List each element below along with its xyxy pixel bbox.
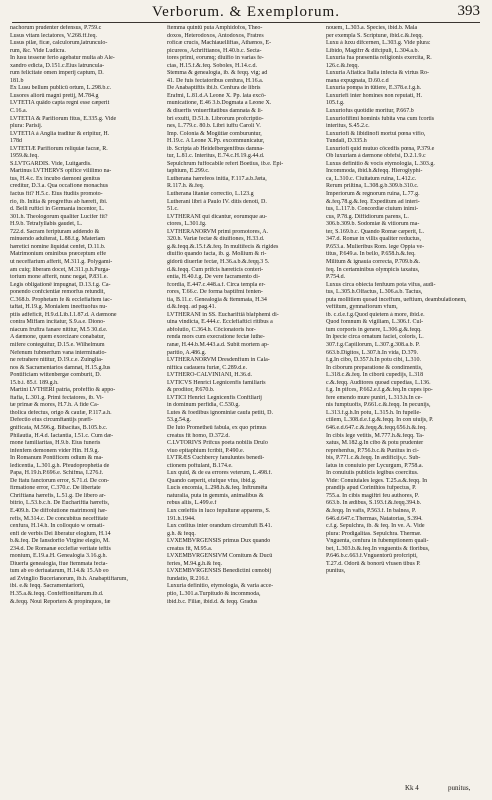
index-line: H.9.b. Tetrafyllabis gaudet, L. — [10, 221, 83, 228]
index-line: roficæ crucis, Machiauelliftas, Athænos, E- — [167, 40, 272, 47]
index-line: nis fumptuofis, P.661.c.&.feqq. In pecunijs, — [326, 402, 431, 409]
index-line: LVTETIA à Anglia traditur & eripitur, H. — [10, 130, 110, 137]
index-line: tus, L.305.h.Olfactus, L.306.a.b. Tactus, — [326, 289, 423, 296]
index-line: creatus fit, M.95.a. — [167, 545, 213, 552]
index-line: Lusores aliorū magni pretij, M.784.g — [10, 92, 99, 99]
index-line: fundatio, R.216.f. — [167, 575, 210, 582]
index-line: refis, M.314.c. De concubitus neceffitate — [10, 515, 108, 522]
index-line: gnificata, M.596.g. Bibacitas, B.105.b.c. — [10, 424, 108, 431]
index-line: 663.b.Digitos, L.307.h.In vida, D.379. — [326, 349, 418, 356]
index-line: A dæmone, quem exorcizare conabatur, — [10, 334, 106, 341]
index-line: nos & Sacramentarios damnat, H.15.g.Ius — [10, 364, 111, 371]
index-line: Luxuria fua præsentia religionis exercita, R. — [326, 55, 432, 62]
index-line: firmatione error, C.370.c. De libertate — [10, 485, 101, 492]
index-line: Philautia, H.4.d. Iactantia, I.51.c. Cum dæ- — [10, 432, 114, 439]
index-line: rio, ib. Initia & progreffus ab hærefi, ibi. — [10, 198, 108, 205]
index-line: 347.d. Romæ in villis qualiter reductus, — [326, 236, 421, 243]
index-line: plura: Parisij. — [10, 123, 43, 130]
index-line: Matrimonium ominibus præceptum effe — [10, 251, 107, 258]
index-line: niftica cadauera furiæ, C.289.d.e. — [167, 364, 247, 371]
index-line: Defectio eius circumftantijs præfi- — [10, 417, 93, 424]
index-line: infenfem demonem vider Hin. H.9.g. — [10, 447, 99, 454]
index-line: g.&.feqq.&.15.f.&.feq. In multifecis & rigides — [167, 243, 279, 250]
index-line: titus, P.649.a. In bello, P.658.h.&.feq. — [326, 251, 416, 258]
index-line: 301.h. Theologorum qualiter Lucifer fit? — [10, 213, 108, 220]
signature-mark: Kk 4 — [405, 784, 419, 792]
index-line: LVXEMBVRGENSIVM Comitum & Ducū — [167, 553, 273, 560]
index-line: ne retrahere nititur, D.19.c.e. Zuinglia- — [10, 357, 103, 364]
index-line: P.653.a. Mulieribus Rom. lege Oppia ve- — [326, 243, 425, 250]
index-column-right — [326, 25, 482, 576]
index-line: Ex Lusu bellum publicū ortum, L.298.b.c. — [10, 85, 111, 92]
index-line: De Iuto Prometheū fabula, ex quo primus — [167, 424, 267, 431]
index-line: ptiis adfeficit, H.9.d.Lib.I.1.87.d. A dæmone — [10, 311, 117, 318]
index-line: Militum & ignauia correcta, P.709.b.&. — [326, 258, 421, 265]
index-line: puta mollitiem quoad inceffum, ueftium, deambulationem, — [326, 296, 467, 303]
index-line: 51.c. — [167, 206, 179, 213]
index-line: ctores, L.301.fg. — [167, 221, 207, 228]
index-line: C.368.b. Prophetam fe & ecclefiaftem iac- — [10, 296, 112, 303]
index-line: Pontificiam wittenbergæ comburit, D. — [10, 372, 102, 379]
index-line: ca, L.310.c. Ciuitatum ruina, L.412.c. — [326, 175, 417, 182]
index-line: ibid.b.c. Filiæ, ibid.d. & feqq. Gradus — [167, 598, 258, 605]
index-line: tus, L.117.b. Concordiæ ciuium inimi- — [326, 206, 419, 213]
index-line: abfolutio, C.364.h. Cōcionatoris hor- — [167, 326, 256, 333]
index-line: Lux cœleftis in luco fepulturæ apparens, S. — [167, 508, 271, 514]
index-line: 234.d. De Romanæ ecclefiæ veritate teftis — [10, 545, 111, 552]
index-line: in dominum perfidia, C.530.g. — [167, 402, 240, 409]
index-line: mone familiaritas, H.9.b. Eius funeris — [10, 440, 101, 447]
index-line: picureos, Achriftianos, H.40.b.c. Secta- — [167, 47, 262, 54]
index-line: H.35.a.&.feqq. Confeffioniftarum.ib.d. — [10, 591, 104, 598]
index-line: Lutherana litaniæ correctio, L.123.g — [167, 191, 254, 198]
index-line: Lusus pilæ, ficæ, calculorum,latrunculo- — [10, 40, 108, 47]
index-line: &.feqq. In vafis, P.563.f. In balnea, P. — [326, 508, 416, 514]
index-line: LVTICVS Henrici Legnicenfis familiaris — [167, 379, 266, 386]
index-line: Martinus LVTHERVS opifice vililimo na- — [10, 168, 112, 175]
index-line: LVTHERANORVM Dresdenfium in Cala- — [167, 357, 270, 364]
index-line: paritio, A.486.g. — [167, 349, 207, 356]
index-line: veftitum, gymnafiorum vfum, — [326, 304, 398, 311]
index-line: ter, S.169.b.c. Quando Romæ cæperit, L. — [326, 228, 425, 235]
index-column-middle — [167, 25, 321, 606]
index-line: f.g. In pifces, P.662.e.f.g.&.feq.In cupes ipo- — [326, 387, 433, 394]
index-line: C.16.a. — [10, 108, 28, 115]
index-line: Chriftiana hærefis, L.51.g. De libero ar- — [10, 492, 106, 499]
index-line: In ſpecie circa ornatum faciei, coloris, L. — [326, 334, 424, 341]
index-line: De ftatu fanctorum error, S.71.d. De con- — [10, 477, 110, 484]
index-line: nouem, L.303.a. Species, ibid.b. Mala — [326, 25, 418, 31]
index-line: tum corporis in genere, L.306.g.&.feqq. — [326, 326, 422, 333]
index-line: Luxuria definitio, etymologia, & varia acce- — [167, 583, 274, 590]
index-line: ledicentia, L.301.g.h. Pfeudoprophetia de — [10, 462, 110, 469]
index-line: 53.g.54.g. — [167, 417, 191, 424]
index-line: S.LVTGARDIS. Vide, Luitgardis. — [10, 160, 92, 167]
index-line: 181.b — [10, 77, 24, 84]
index-line: entia, H.40.f.g. De vere facramento di- — [167, 274, 260, 281]
index-line: xandro edicta, D.151.c.Eius latruncula- — [10, 62, 105, 69]
index-line: 646.e.d.647.c.&.feqq.&.feqq.656.h.&.feq. — [326, 424, 427, 431]
index-line: LVTETIA & Parifiorum fitus, E.335.g. Vide — [10, 115, 117, 122]
index-line: LVTHERO-CALVINIANI, H.36.d. — [167, 372, 253, 379]
index-line: Papa, H.19.h.P.696.e. Schifma, I.276.f. — [10, 470, 104, 477]
index-line: feries, M.94.g.h.& feq. — [167, 560, 222, 567]
index-line: tus, H.4.c. Ex incubo dæmoni genitus — [10, 175, 101, 182]
index-line: In ciborum preparatione & condimentis, — [326, 364, 423, 371]
index-line: LVTHERANI qui dicantur, eorumque au- — [167, 213, 268, 220]
index-line: contra Miffam incitatur, S.9.a.e. Diono- — [10, 319, 106, 326]
index-line: mifere conteguitur, D.15.e. Wilhelmum — [10, 341, 105, 348]
index-line: Luxuria Afiatica Italia infecta & virtus Ro- — [326, 70, 429, 77]
index-line: hæretici nomine liquidat cenfet, D.11.b. — [10, 243, 106, 250]
index-line: LVTHERANI in SS. Euchariftiā blafphemi di- — [167, 311, 279, 318]
index-line: &.feqq. Noui Reporters & propinquos, fæ — [10, 598, 111, 605]
page-header — [0, 0, 492, 22]
index-line: ut neceffarium afferit, M.311.g. Polygami- — [10, 258, 113, 265]
index-line: 646.d.647.c.Thermas, Natatorias, S.394. — [326, 515, 423, 522]
index-line: bri exufti, D.51.h. Librorum profcriptio- — [167, 115, 264, 122]
index-line: L.313.f.g.h.In potu, L.315.h. In fupelle- — [326, 409, 422, 416]
index-line: rores, T.66.c. De forma baptifmi fenten- — [167, 289, 263, 296]
index-line: & diuerfis vniuerfitatibus damnata & li- — [167, 108, 263, 115]
index-line: latus in conuiuio per Lycurgum, P.758.a. — [326, 462, 424, 469]
index-line: f.g.In cibo, D.357.h.In potu cibi, L.310. — [326, 357, 421, 364]
index-line: ib. Scripta ab Heidelbergenfibus damna- — [167, 145, 265, 152]
index-line: feq. In certaminibus olympicis taxatus, — [326, 266, 420, 273]
running-title: Verborum. & Exemplorum. — [152, 4, 340, 20]
index-line: H.19.c. A Leone X.Pp. excommunicatur, — [167, 138, 265, 145]
index-line: xatus, M.182.g.In cibo & potu prudenter — [326, 440, 424, 447]
index-line: naturalia, puta in gemmis, animalibus & — [167, 492, 264, 499]
index-line: taphium, E.299.c. — [167, 168, 210, 175]
index-line: 306.b.309.b. Sodomiæ & vitiorum ma- — [326, 221, 420, 228]
index-line: rum, &c. Vide Ludicra. — [10, 47, 66, 54]
index-line: tur, L.81.c. Interitus, E.74.c.H.19.g.44.d. — [167, 153, 265, 160]
index-line: 105.f.g. — [326, 100, 345, 107]
index-line: d. Belli ruftici in Germania incentor, L. — [10, 206, 105, 213]
index-line: Legis obligationē impugnat, D.13.f.g. Ca- — [10, 281, 111, 288]
index-line: Luxu à luxu difcernen, L.303.g. Vide plura: — [326, 40, 431, 47]
index-line: c.f.g. Sepulchra, ib. & feq. In ve. A. Vide — [326, 523, 425, 530]
index-line: enfi de verbis Dei liberatur elogium, H.14 — [10, 530, 111, 537]
index-line: 722.d. Sacram feripturam addendo & — [10, 228, 100, 235]
index-line: In lusu tesseræ ferio agebatur multa ab Ale- — [10, 55, 115, 62]
index-line: Quando cæperit, eiufque vfus, ibid.g. — [167, 477, 257, 484]
index-line: 15.b.i. 85.f. 189.g.h. — [10, 379, 59, 386]
index-line: Tundali, D.335.h — [326, 138, 367, 145]
index-line: d.&.feqq. Cum prifcis hæreticis conteri- — [167, 266, 264, 273]
index-line: ctionem poftulant, B.174.e. — [167, 462, 233, 469]
index-line: municatione, E.46 3.b.Dogmata a Leone X. — [167, 100, 272, 107]
index-line: diuifio quando facta, ib. g. Mollium & ri- — [167, 251, 267, 258]
index-line: Ob luxuriam à dæmone obfefsi, D.2.1.9.c — [326, 153, 426, 160]
index-line: R.117.h. &.feq. — [167, 183, 205, 190]
index-line: nachorum prudenter defensus, P.759.c — [10, 25, 102, 31]
index-line: LVTETIÆ Parifiorum reliquiæ facræ, R. — [10, 145, 108, 152]
index-line: Imperiorum & regnorum ruina, L.77.g. — [326, 191, 420, 198]
index-line: Luxus circa obiecta fenfuum pota vifus, audi- — [326, 281, 436, 288]
index-line: 41. De fuis fectatoribus cenfura, H.16.a. — [167, 77, 264, 84]
index-line: factus fit? H.5.c. Eius ftudiis promoto- — [10, 191, 103, 198]
index-line: 320.h. Variæ fectæ & diuifiones, H.33.d. — [167, 236, 265, 243]
index-line: Luxus definitio & vocis etymologia, L.303.g. — [326, 160, 435, 167]
index-line: Erafmi, L.81.d.A Leone X. Pp. lata excō- — [167, 92, 266, 99]
index-line: Lutherana hærefeos initia, F.117.a.b.Jæta, — [167, 175, 267, 182]
index-line: Imp. Colonia & Mogūtiæ comburuntur, — [167, 130, 262, 137]
index-line: Luxuriofifimi hominis fubita vna cum fcortis — [326, 115, 435, 122]
index-line: Luxuriefi inter homines non reputati, H. — [326, 92, 423, 99]
index-line: punitus, — [326, 568, 346, 575]
index-line: De Anabaptiftis ibi.b. Cenfura de libris — [167, 85, 261, 92]
index-line: bis, P.771.c.&.feqq. In ædificijs,c. Sub- — [326, 455, 421, 462]
index-line: In Romanum Pontificem odium & ma- — [10, 455, 104, 462]
index-line: interitus, S.45.2.c. — [326, 123, 370, 130]
index-line: ib. c.d.e.f.g.Quod quietem à more, ibid.e. — [326, 311, 425, 318]
index-line: ranæ, H.44.b.M.443.a.d. Subit mortem ap- — [167, 341, 269, 348]
index-line: ctilem, L.308.d.e.f.g.&.feqq. In con uiuijs, P. — [326, 417, 434, 424]
index-line: tia, B.11.c. Genealogia & ftemmata, H.34 — [167, 296, 267, 303]
index-line: 191.h.1944. — [167, 515, 196, 522]
index-line: tores primi, eorumq; diuifio in varias fe- — [167, 55, 264, 62]
index-line: d.&.feqq. ad pag.41. — [167, 304, 217, 311]
index-line: g.h. & feqq. — [167, 530, 196, 537]
index-line: bet, L.303.b.&.feq.In vnguentis & floribus, — [326, 545, 430, 552]
index-line: creatus fit homo, D.372.d. — [167, 432, 230, 439]
index-line: Luxuria pompa in tūtiere, E.378.e.f.g.h. — [326, 85, 422, 92]
index-line: L.318.c.&.feq. In ciborū cupedijs, L.318 — [326, 372, 424, 379]
index-line: Rerum priſtina, L.308.g.b.309.b.310.c. — [326, 183, 419, 190]
index-line: rum felicitate omen imperij captum, D. — [10, 70, 104, 77]
index-line: Lutes & foedibus ignominiæ caufa petiti, D. — [167, 409, 273, 416]
index-line: Luxuriofus quotidie moritur, P.667.b — [326, 108, 414, 115]
index-line: Vide: Conuiuiales leges. T.25.a.&.feqq. In — [326, 477, 428, 484]
index-line: nes, L.779.c. 80.b. Libri iuffu Caroli V. — [167, 123, 261, 130]
index-line: gidorū diuerfæ fectæ, H.36.a.b.&.feqq.3 5. — [167, 258, 270, 265]
index-line: C.LVTORIVS Prifcus poeta nobilis Druſo — [167, 440, 268, 447]
index-line: monium, E.19.a.H. Genealogia 3.16.g.h. — [10, 553, 107, 560]
index-line: prandijs apud Corinthios fufpectus, P. — [326, 485, 417, 492]
index-line: Luxuriofi quid mutuo cōcedfis pœna, P.379.e — [326, 145, 435, 152]
index-line: renda mors cum execratione fectæ luthe- — [167, 334, 265, 341]
index-line: LVTETIA quādo capta regni esse cæperit — [10, 100, 110, 107]
index-line: taftat, H.19.g. Monialem ineeftuofus nu- — [10, 304, 108, 311]
index-line: P.646.b.c.663.f.Vnguentorū profcripti, — [326, 553, 418, 560]
index-line: ftemma quintū puta Amphidofos, Theo- — [167, 25, 263, 31]
index-line: rebus aliis, L.499.e.f — [167, 500, 217, 507]
index-line: fere emendo mure puniri, L.313.h.In ce- — [326, 394, 423, 401]
index-line: Martini LVTHERI patria, profeffio & appo- — [10, 387, 116, 394]
index-line: LVTRÆS Cuchbercy fanuluntes benedi- — [167, 455, 265, 462]
index-line: mana expugnata, D.60.c.d — [326, 77, 389, 84]
index-line: Vnguenta, cenfura in fubemptionem quali- — [326, 538, 429, 545]
index-line: T.27.d. Odorū & bonorū vfusen tibus P. — [326, 560, 421, 567]
index-line: 126.c.&.feqq. — [326, 62, 359, 69]
index-line: In cibis lege vetitis, M.777.h.&.feqq. Ta- — [326, 432, 424, 439]
index-line: LVXEMBVRGENSIS Benedictini cœnobij — [167, 568, 272, 575]
index-line: doxos, Heterodoxos, Antodoxos, Fratres — [167, 32, 264, 39]
header-rule — [12, 22, 480, 23]
index-line: tæ primæ & mores, H.7.h. A fide Ca- — [10, 402, 99, 409]
index-line: LVXEMBVRGENSIS primus Dux quando — [167, 538, 271, 545]
page-number: 393 — [457, 3, 480, 19]
index-line: niacum fruftra fanare nititur, M.5 30.d.e. — [10, 326, 108, 333]
index-line: Diuerfa genealogia, fiue ftemmata fecta- — [10, 560, 108, 567]
index-line: &.feq.78.g.&.feq. Expeditum ad interi- — [326, 198, 420, 205]
index-line: Stemma & genealogia, ib. & feqq. vig; ad — [167, 70, 268, 77]
index-line: 663.b. In ædibus, S.193.f.&.feqq.394.b. — [326, 500, 422, 507]
index-line: ftafia, L.301.g. Primi fectatores, ib. Vi- — [10, 394, 104, 401]
index-line: Sepulchrum fuffocabile refert Boetius, ib.e. Epi- — [167, 160, 284, 167]
index-line: Quod fomnum & vigiliam, L.306.f. Cul- — [326, 319, 424, 326]
index-line: am cuiq; liberam docet, M.311.p.h.Purga- — [10, 266, 111, 273]
index-line: Libido, Magifrr & difcipuli, L.304.a.b. — [326, 47, 419, 54]
index-line: Luxuriofi & libidinofi mortui pœna vifio, — [326, 130, 426, 137]
index-line: cus, P.78.g. Diffidiorum parens, L. — [326, 213, 409, 220]
index-line: 178d — [10, 138, 22, 145]
index-line: LVTICI Henrici Legnicenfis Conftliarij — [167, 394, 262, 401]
index-line: c.&.feqq. Auditores quoad cupedias, L.136. — [326, 379, 431, 386]
index-line: Lutherani libri à Paulo IV. ditis denoti, D. — [167, 198, 267, 205]
index-line: Lux cœlitus inter orandum circumfufi B.41. — [167, 523, 273, 530]
index-line: ad Zvinglio Bucerianorum, ib.h. Anabaptiftarum, — [10, 575, 128, 582]
index-line: fcordia, E.447.c.448.a.f. Circa templa er- — [167, 281, 266, 288]
index-line: cenfura, H.14.h. In colloquio w ormati- — [10, 523, 105, 530]
index-line: Lusus vitam lectatores, V.268.ff.feq. — [10, 32, 97, 39]
index-line: ptio, L.301.a.Turpitudo & incommoda, — [167, 591, 261, 598]
index-line: creditur, D.3.a. Qua occafione monachus — [10, 183, 109, 190]
index-column-left — [10, 25, 162, 606]
index-line: ctas, H.15.f.&.feq. Soboles, H.14.c.d. — [167, 62, 257, 69]
index-line: ponendo confcientiæ remorfus retundit, — [10, 289, 105, 296]
index-line: tum ab eo deriuatarum, H.14.& 15.Ab eo — [10, 568, 109, 575]
index-line: per exempla S. Scripturæ, ibid.c.&.feqq. — [326, 32, 423, 39]
catchword: punitus, — [448, 784, 471, 792]
index-line: P.754.d. — [326, 274, 346, 281]
index-line: minuendo adulterat, L.88.f.g. Materiam — [10, 236, 105, 243]
index-line: reprehenfus, P.756.b.c.& Punitus in ci- — [326, 447, 419, 454]
index-line: plura: Prodigalitas. Sepulchra. Thermæ. — [326, 530, 422, 537]
index-line: 307.f.g.Capillorum, L.307.g.308.a.b. P. — [326, 341, 420, 348]
index-line: ibi. e.& feqq. Sacramentariorū, — [10, 583, 85, 590]
index-line: E.409.h. De diffolutione matrimonij hæ- — [10, 508, 108, 514]
index-line: In conuiuiis publicis legibus coercitus. — [326, 470, 419, 477]
index-line: uina vindicta, E.444.c. Ecclefiaftici ritibus a — [167, 319, 273, 326]
index-line: 755.a. In cibis magiftri feu authores, P. — [326, 492, 419, 499]
index-line: & proditor, P.670.b. — [167, 387, 215, 394]
index-line: LVTHERANORVM primi promotores, A. — [167, 228, 269, 235]
index-line: Lux quid, & de ea errores veterum, L.498.f. — [167, 470, 272, 477]
index-line: 1959.&.feq. — [10, 153, 39, 160]
index-line: b.&.feq. De Iansdorfio Virgine elegio, M. — [10, 538, 110, 545]
index-line: Nefenum fubmerfum vana interminatio- — [10, 349, 107, 356]
index-line: viuo epitaphium fcribit, P.490.e. — [167, 447, 245, 454]
index-line: torium mone afferit, nunc negat, P.831.e. — [10, 274, 108, 281]
index-line: tholica defectus, origo & caufæ, P.117.a.h. — [10, 409, 112, 416]
index-line: Incommoda, ibid.h.&feqq. Hieroglyphi- — [326, 168, 423, 175]
index-line: Lucis encomia, L.298.h.&.feq. Inftrumēta — [167, 485, 268, 492]
index-line: bitrio, L.53.b.c.h. De Euchariftia hærefis, — [10, 500, 110, 507]
